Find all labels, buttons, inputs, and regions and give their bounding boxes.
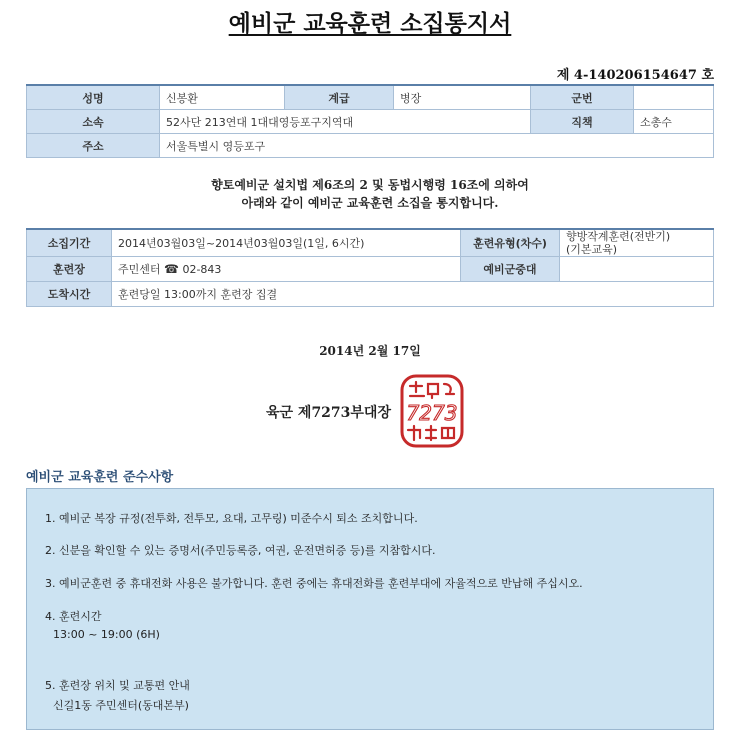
recall-info-table bbox=[26, 228, 714, 307]
training-type-line-2: (기본교육) bbox=[566, 243, 618, 256]
rules-box bbox=[26, 488, 714, 730]
training-place-label: 훈련장 bbox=[27, 257, 112, 282]
arrival-time-label: 도착시간 bbox=[27, 282, 112, 307]
address-value: 서울특별시 영등포구 bbox=[160, 134, 714, 158]
duty-value: 소총수 bbox=[634, 110, 714, 134]
reserve-company-label: 예비군중대 bbox=[461, 257, 560, 282]
training-place-value bbox=[112, 257, 461, 282]
rule-item-4-title: 4. 훈련시간 bbox=[45, 610, 102, 623]
rule-item-4 bbox=[45, 608, 160, 641]
period-value: 2014년03월03일~2014년03월03일(1일, 6시간) bbox=[112, 229, 461, 257]
service-number-label: 군번 bbox=[531, 85, 634, 110]
issue-date: 2014년 2월 17일 bbox=[319, 344, 421, 358]
training-type-label: 훈련유형(차수) bbox=[461, 229, 560, 257]
rule-item-5 bbox=[45, 677, 190, 713]
rules-section-title: 예비군 교육훈련 준수사항 bbox=[26, 470, 174, 485]
training-type-value bbox=[560, 229, 714, 257]
rank-value: 병장 bbox=[394, 85, 531, 110]
personal-info-table bbox=[26, 84, 714, 158]
phone-icon: ☎ bbox=[164, 262, 179, 276]
notice-line-2: 아래와 같이 예비군 교육훈련 소집을 통지합니다. bbox=[241, 196, 499, 210]
training-place-phone: 02-843 bbox=[182, 263, 222, 276]
period-label: 소집기간 bbox=[27, 229, 112, 257]
name-label: 성명 bbox=[27, 85, 160, 110]
training-type-line-1: 향방작계훈련(전반기) bbox=[566, 230, 671, 243]
seal-number: 7273 bbox=[406, 401, 458, 425]
unit-label: 소속 bbox=[27, 110, 160, 134]
name-value: 신봉환 bbox=[160, 85, 285, 110]
rank-label: 계급 bbox=[285, 85, 394, 110]
rule-item-1: 1. 예비군 복장 규정(전투화, 전투모, 요대, 고무링) 미준수시 퇴소 조치합니다. bbox=[45, 512, 418, 525]
reserve-company-value bbox=[560, 257, 714, 282]
rule-item-5-title: 5. 훈련장 위치 및 교통편 안내 bbox=[45, 679, 190, 692]
unit-value: 52사단 213연대 1대대영등포구지역대 bbox=[160, 110, 531, 134]
duty-label: 직책 bbox=[531, 110, 634, 134]
document-title: 예비군 교육훈련 소집통지서 bbox=[228, 10, 512, 37]
arrival-time-value: 훈련당일 13:00까지 훈련장 집결 bbox=[112, 282, 714, 307]
official-seal-stamp bbox=[396, 372, 468, 450]
document-number: 제 4-140206154647 호 bbox=[556, 68, 714, 83]
training-location: 신길1동 주민센터(동대본부) bbox=[53, 699, 189, 712]
notice-text bbox=[0, 176, 740, 212]
commander-name: 육군 제7273부대장 bbox=[266, 405, 391, 421]
rule-item-2: 2. 신분을 확인할 수 있는 증명서(주민등록증, 여권, 운전면허증 등)를 지참합시다. bbox=[45, 544, 436, 557]
rule-item-3: 3. 예비군훈련 중 휴대전화 사용은 불가합니다. 훈련 중에는 휴대전화를 훈련부대에 자율적으로 반납해 주십시오. bbox=[45, 577, 583, 590]
training-place-name: 주민센터 bbox=[118, 263, 161, 276]
service-number-value bbox=[634, 85, 714, 110]
training-time: 13:00 ~ 19:00 (6H) bbox=[53, 628, 160, 641]
notice-line-1: 향토예비군 설치법 제6조의 2 및 동법시행령 16조에 의하여 bbox=[211, 178, 529, 192]
address-label: 주소 bbox=[27, 134, 160, 158]
